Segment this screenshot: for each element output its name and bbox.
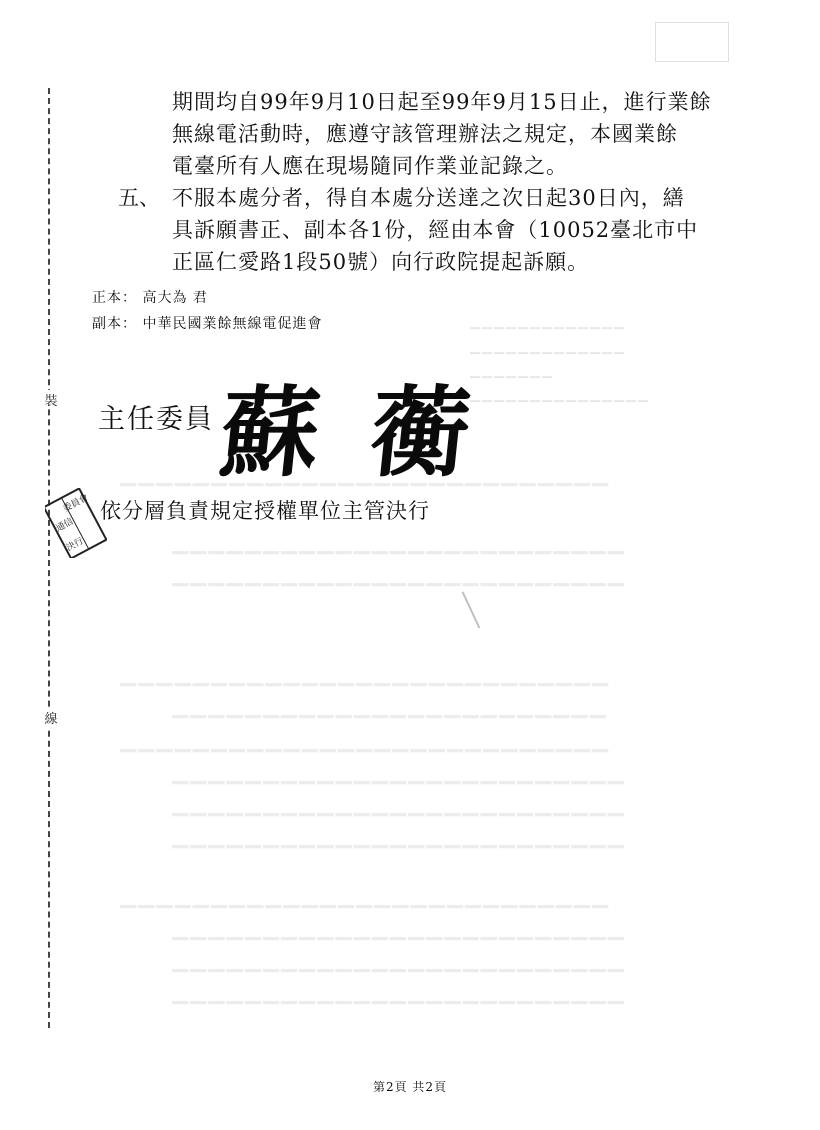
bleed-texture: ▁▁▁▁▁▁▁▁▁▁▁▁▁▁▁▁▁▁▁▁▁▁▁▁▁	[172, 980, 626, 1004]
paragraph-line: 電臺所有人應在現場隨同作業並記錄之。	[172, 154, 568, 178]
bleed-texture: ▁▁▁▁▁▁▁▁▁▁▁▁▁▁▁	[470, 388, 650, 403]
original-recipient: 正本： 高大為 君	[92, 290, 208, 306]
binding-mark-top: 裝	[44, 390, 58, 409]
bleed-texture: ▁▁▁▁▁▁▁▁▁▁▁▁▁▁▁▁▁▁▁▁▁▁▁▁▁▁▁	[120, 884, 611, 908]
bleed-texture: ▁▁▁▁▁▁▁▁▁▁▁▁▁▁▁▁▁▁▁▁▁▁▁▁▁	[172, 562, 626, 586]
bleed-texture: ▁▁▁▁▁▁▁▁▁▁▁▁▁▁▁▁▁▁▁▁▁▁▁▁▁	[172, 792, 626, 816]
seal-text: 決行	[64, 536, 86, 554]
bleed-texture: ▁▁▁▁▁▁▁▁▁▁▁▁▁▁▁▁▁▁▁▁▁▁▁▁▁	[172, 824, 626, 848]
seal-text: 通信	[54, 516, 76, 535]
paragraph-line: 不服本處分者，得自本處分送達之次日起30日內，繕	[172, 186, 685, 210]
bleed-texture: ▁▁▁▁▁▁▁▁▁▁▁▁▁▁▁▁▁▁▁▁▁▁▁▁▁▁▁	[120, 662, 611, 686]
paragraph-line: 正區仁愛路1段50號）向行政院提起訴願。	[172, 250, 590, 274]
signature-char: 蘅	[365, 376, 476, 491]
paragraph-line: 無線電活動時，應遵守該管理辦法之規定，本國業餘	[172, 122, 678, 146]
bleed-texture: ▁▁▁▁▁▁▁▁▁▁▁▁▁	[470, 315, 626, 330]
paragraph-line: 期間均自99年9月10日起至99年9月15日止，進行業餘	[172, 90, 712, 114]
bleed-texture: ▁▁▁▁▁▁▁▁▁▁▁▁▁▁▁▁▁▁▁▁▁▁▁▁▁▁▁	[120, 728, 611, 752]
paragraph-line: 具訴願書正、副本各1份，經由本會（10052臺北市中	[172, 218, 699, 242]
signature-char: 蘇	[215, 376, 326, 491]
bleed-box	[655, 22, 729, 62]
bleed-mark	[462, 591, 481, 628]
appeal-paragraph	[172, 182, 732, 278]
copy-recipient: 副本： 中華民國業餘無線電促進會	[92, 316, 323, 332]
bleed-texture: ▁▁▁▁▁▁▁▁▁▁▁▁▁▁▁▁▁▁▁▁▁▁▁▁▁	[172, 760, 626, 784]
paragraph-number: 五、	[118, 186, 160, 210]
authority-note: 依分層負責規定授權單位主管決行	[100, 499, 430, 523]
continued-paragraph	[172, 86, 732, 182]
approval-seal-icon	[45, 488, 107, 558]
bleed-texture: ▁▁▁▁▁▁▁▁▁▁▁▁▁	[470, 340, 626, 355]
bleed-texture: ▁▁▁▁▁▁▁▁▁▁▁▁▁▁▁▁▁▁▁▁▁▁▁▁	[172, 694, 608, 718]
bleed-texture: ▁▁▁▁▁▁▁▁▁▁▁▁▁▁▁▁▁▁▁▁▁▁▁▁▁	[172, 916, 626, 940]
page-number: 第2頁 共2頁	[372, 1080, 448, 1094]
director-title: 主任委員	[98, 404, 214, 435]
binding-line	[48, 88, 50, 1028]
bleed-texture: ▁▁▁▁▁▁▁▁▁▁▁▁▁▁▁▁▁▁▁▁▁▁▁▁▁	[172, 530, 626, 554]
bleed-texture: ▁▁▁▁▁▁▁▁▁▁▁▁▁▁▁▁▁▁▁▁▁▁▁▁▁▁▁	[120, 462, 611, 486]
bleed-texture: ▁▁▁▁▁▁▁	[470, 364, 554, 379]
binding-mark-bottom: 線	[44, 708, 58, 727]
seal-text: 委員會	[61, 493, 91, 515]
bleed-texture: ▁▁▁▁▁▁▁▁▁▁▁▁▁▁▁▁▁▁▁▁▁▁▁▁▁	[172, 948, 626, 972]
